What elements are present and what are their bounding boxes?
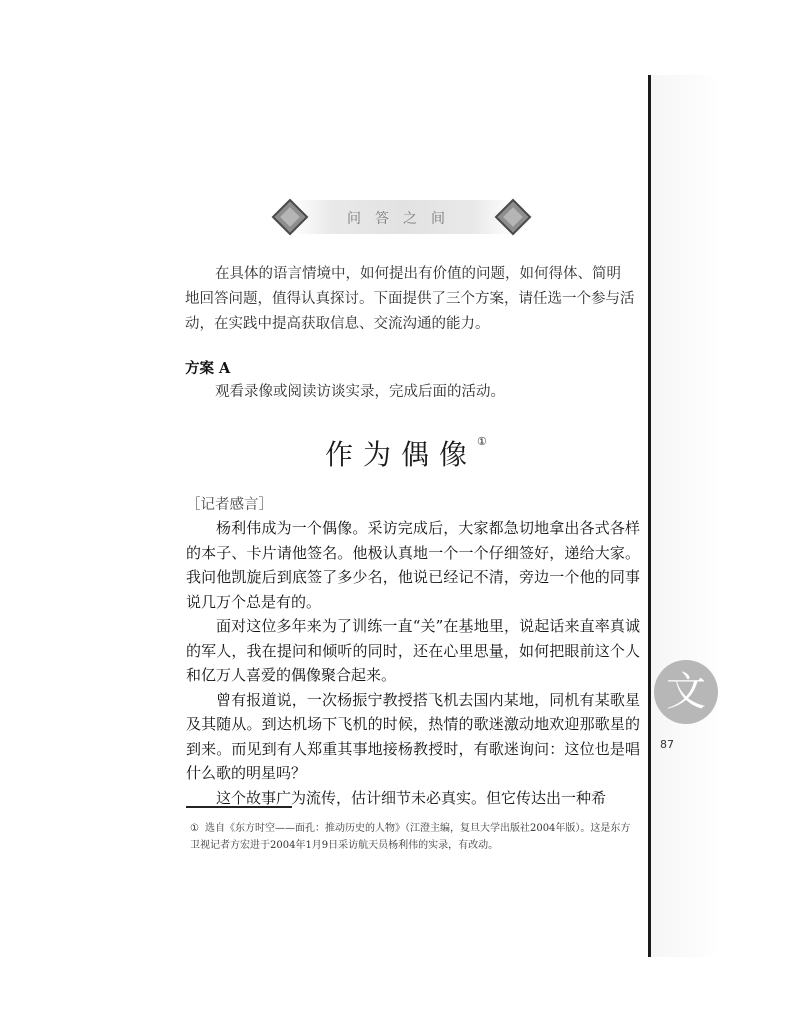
article-body xyxy=(186,516,640,810)
margin-rule xyxy=(648,75,651,957)
body-paragraph: 曾有报道说，一次杨振宁教授搭飞机去国内某地，同机有某歌星及其随从。到达机场下飞机的时候，热情的歌迷激动地欢迎那歌星的到来。而见到有人郑重其事地接杨教授时，有歌迷询问：这位也是唱什么歌的明星吗？ xyxy=(186,690,640,782)
body-paragraph: 这个故事广为流传，估计细节未必真实。但它传达出一种希 xyxy=(216,788,607,807)
article-title-text: 作为偶像 xyxy=(325,438,478,471)
scheme-description: 观看录像或阅读访谈实录，完成后面的活动。 xyxy=(215,384,505,400)
article-title xyxy=(325,433,487,473)
intro-paragraph: 在具体的语言情境中，如何提出有价值的问题，如何得体、简明地回答问题，值得认真探讨。下面提供了三个方案，请任选一个参与活动，在实践中提高获取信息、交流沟通的能力。 xyxy=(185,266,635,332)
footnote-text: 选自《东方时空——面孔：推动历史的人物》（江澄主编，复旦大学出版社2004年版）。这是东方卫视记者方宏进于2004年1月9日采访航天员杨利伟的实录，有改动。 xyxy=(190,823,631,851)
footnote-divider xyxy=(186,806,292,808)
reporter-note-label: ［记者感言］ xyxy=(186,497,273,513)
section-title: 问答之间 xyxy=(347,211,459,227)
body-paragraph: 杨利伟成为一个偶像。采访完成后，大家都急切地拿出各式各样的本子、卡片请他签名。他极认真地一个一个仔细签好，递给大家。我问他凯旋后到底签了多少名，他说已经记不清，旁边一个他的同事说几万个总是有的。 xyxy=(186,519,640,611)
emblem-glyph: 文 xyxy=(666,669,706,715)
scheme-heading: 方案 A xyxy=(185,360,231,377)
footnote-mark: ① xyxy=(190,823,199,834)
footnote xyxy=(190,820,636,854)
margin-shade xyxy=(651,75,721,957)
intro-text xyxy=(185,262,635,337)
body-paragraph: 面对这位多年来为了训练一直“关”在基地里，说起话来直率真诚的军人，我在提问和倾听的同时，还在心里思量，如何把眼前这个人和亿万人喜爱的偶像聚合起来。 xyxy=(186,617,640,684)
page-number: 87 xyxy=(660,738,674,751)
footnote-reference: ① xyxy=(477,435,487,448)
